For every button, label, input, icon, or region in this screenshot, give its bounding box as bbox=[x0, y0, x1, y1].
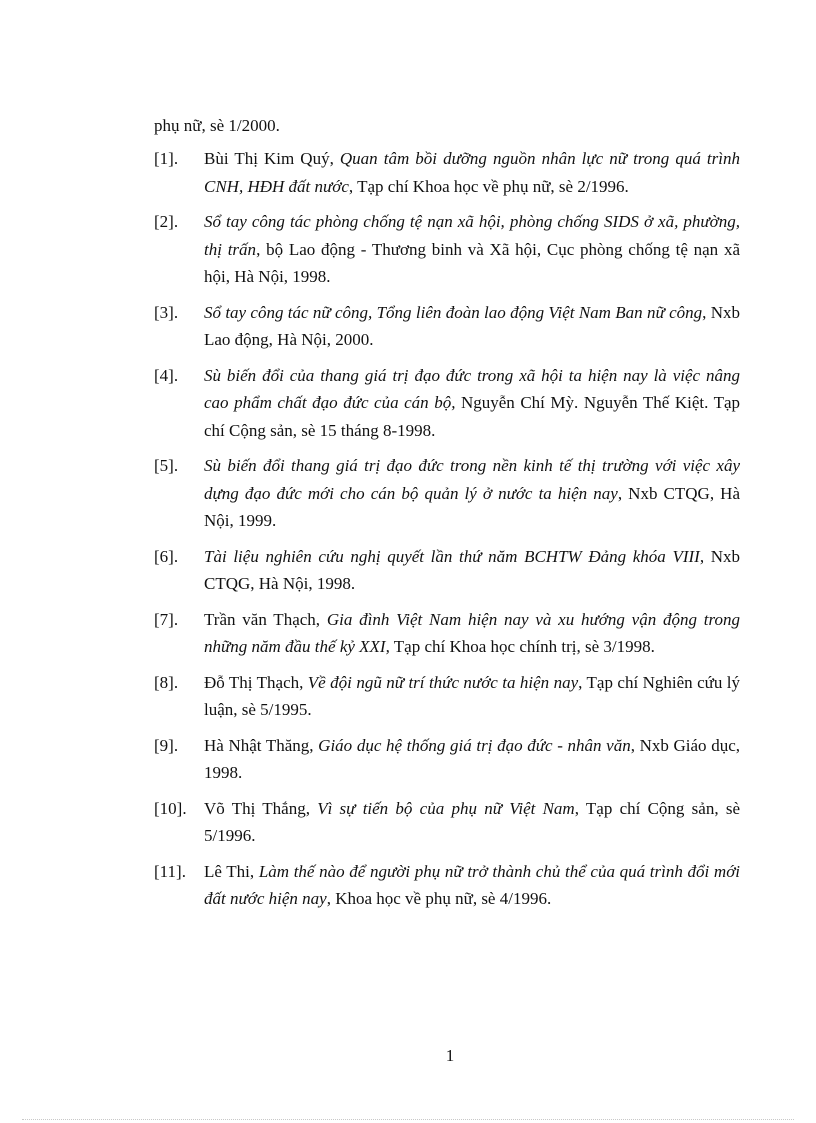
reference-item bbox=[154, 543, 740, 598]
reference-title: Giáo dục hệ thống giá trị đạo đức - nhân văn bbox=[318, 735, 631, 755]
reference-source: , Tạp chí Khoa học về phụ nữ, sè 2/1996. bbox=[348, 176, 629, 196]
reference-item bbox=[154, 669, 740, 724]
reference-source: , Khoa học về phụ nữ, sè 4/1996. bbox=[326, 889, 552, 908]
reference-author: Trần văn Thạch, bbox=[204, 609, 327, 629]
reference-source: Tạp chí Khoa học chính trị, sè 3/1998. bbox=[389, 637, 655, 656]
reference-author: Đỗ Thị Thạch, bbox=[204, 672, 308, 692]
reference-title: Vì sự tiến bộ của phụ nữ Việt Nam bbox=[317, 798, 575, 818]
reference-author: Lê Thi, bbox=[204, 861, 259, 881]
reference-text bbox=[204, 208, 740, 291]
reference-text bbox=[204, 299, 740, 354]
reference-source: , Tạp chí Nghiên cứu lý luận, sè 5/1995. bbox=[204, 672, 740, 719]
reference-source: , Nxb CTQG, Hà Nội, 1999. bbox=[204, 483, 740, 530]
reference-author: Võ Thị Thắng, bbox=[204, 798, 318, 818]
reference-author: Bùi Thị Kim Quý, bbox=[204, 149, 340, 168]
reference-item bbox=[154, 795, 740, 850]
reference-item bbox=[154, 858, 740, 913]
reference-source: , Nxb Lao động, Hà Nội, 2000. bbox=[204, 302, 740, 349]
reference-title: Gia đình Việt Nam hiện nay và xu hướng vận động trong những năm đầu thế kỷ XXI, bbox=[204, 609, 740, 656]
reference-title: Sổ tay công tác phòng chống tệ nạn xã hội, phòng chống SIDS ở xã, phường, thị trấn bbox=[204, 212, 740, 259]
reference-number: [3]. bbox=[154, 302, 179, 322]
reference-number: [2]. bbox=[154, 212, 179, 231]
page-number: 1 bbox=[445, 1046, 455, 1065]
reference-number: [4]. bbox=[154, 365, 179, 385]
reference-text bbox=[204, 669, 740, 724]
reference-title: Làm thế nào để người phụ nữ trở thành chủ thể của quá trình đổi mới đất nước hiện nay bbox=[204, 861, 740, 908]
reference-number: [9]. bbox=[154, 735, 179, 755]
reference-number: [6]. bbox=[154, 546, 179, 566]
reference-number: [5]. bbox=[154, 456, 179, 475]
reference-item bbox=[154, 208, 740, 291]
reference-title: Sù biến đổi thang giá trị đạo đức trong nền kinh tế thị trường với việc xây dựng đạo đức mới cho cán bộ quản lý ở nước ta hiện nay bbox=[204, 456, 740, 503]
reference-source: , Nxb CTQG, Hà Nội, 1998. bbox=[204, 546, 740, 593]
reference-source: , Tạp chí Cộng sản, sè 5/1996. bbox=[204, 798, 741, 845]
reference-number: [11]. bbox=[154, 861, 186, 881]
reference-text bbox=[204, 858, 740, 913]
continued-reference-text: phụ nữ, sè 1/2000. bbox=[154, 116, 280, 135]
reference-title: Sổ tay công tác nữ công, Tổng liên đoàn lao động Việt Nam Ban nữ công bbox=[204, 302, 703, 322]
reference-text bbox=[204, 452, 740, 535]
reference-item bbox=[154, 732, 740, 787]
reference-title: Tài liệu nghiên cứu nghị quyết lần thứ năm BCHTW Đảng khóa VIII bbox=[204, 546, 700, 566]
reference-source: , bộ Lao động - Thương binh và Xã hội, Cục phòng chống tệ nạn xã hội, Hà Nội, 1998. bbox=[204, 239, 740, 286]
page-bottom-edge bbox=[22, 1119, 794, 1120]
reference-item bbox=[154, 299, 740, 354]
reference-source: Nguyễn Chí Mỳ. Nguyễn Thế Kiệt. Tạp chí Cộng sản, sè 15 tháng 8-1998. bbox=[204, 393, 740, 440]
reference-item bbox=[154, 606, 740, 661]
reference-text bbox=[204, 362, 740, 445]
reference-list bbox=[154, 145, 740, 921]
reference-number: [1]. bbox=[154, 149, 179, 168]
reference-text bbox=[204, 732, 740, 787]
reference-author: Hà Nhật Thăng, bbox=[204, 735, 319, 755]
reference-number: [7]. bbox=[154, 609, 179, 629]
reference-title: Sù biến đổi của thang giá trị đạo đức trong xã hội ta hiện nay là việc nâng cao phẩm chất đạo đức của cán bộ, bbox=[204, 365, 740, 412]
reference-text bbox=[204, 795, 740, 850]
reference-text bbox=[204, 145, 740, 200]
reference-title: Về đội ngũ nữ trí thức nước ta hiện nay bbox=[307, 672, 579, 692]
reference-title: Quan tâm bồi dưỡng nguồn nhân lực nữ trong quá trình CNH, HĐH đất nước bbox=[204, 149, 740, 196]
reference-text bbox=[204, 606, 740, 661]
reference-number: [10]. bbox=[154, 798, 187, 818]
reference-item bbox=[154, 452, 740, 535]
reference-text bbox=[204, 543, 740, 598]
reference-item bbox=[154, 145, 740, 200]
reference-source: , Nxb Giáo dục, 1998. bbox=[204, 735, 740, 782]
reference-number: [8]. bbox=[154, 672, 179, 692]
reference-item bbox=[154, 362, 740, 445]
